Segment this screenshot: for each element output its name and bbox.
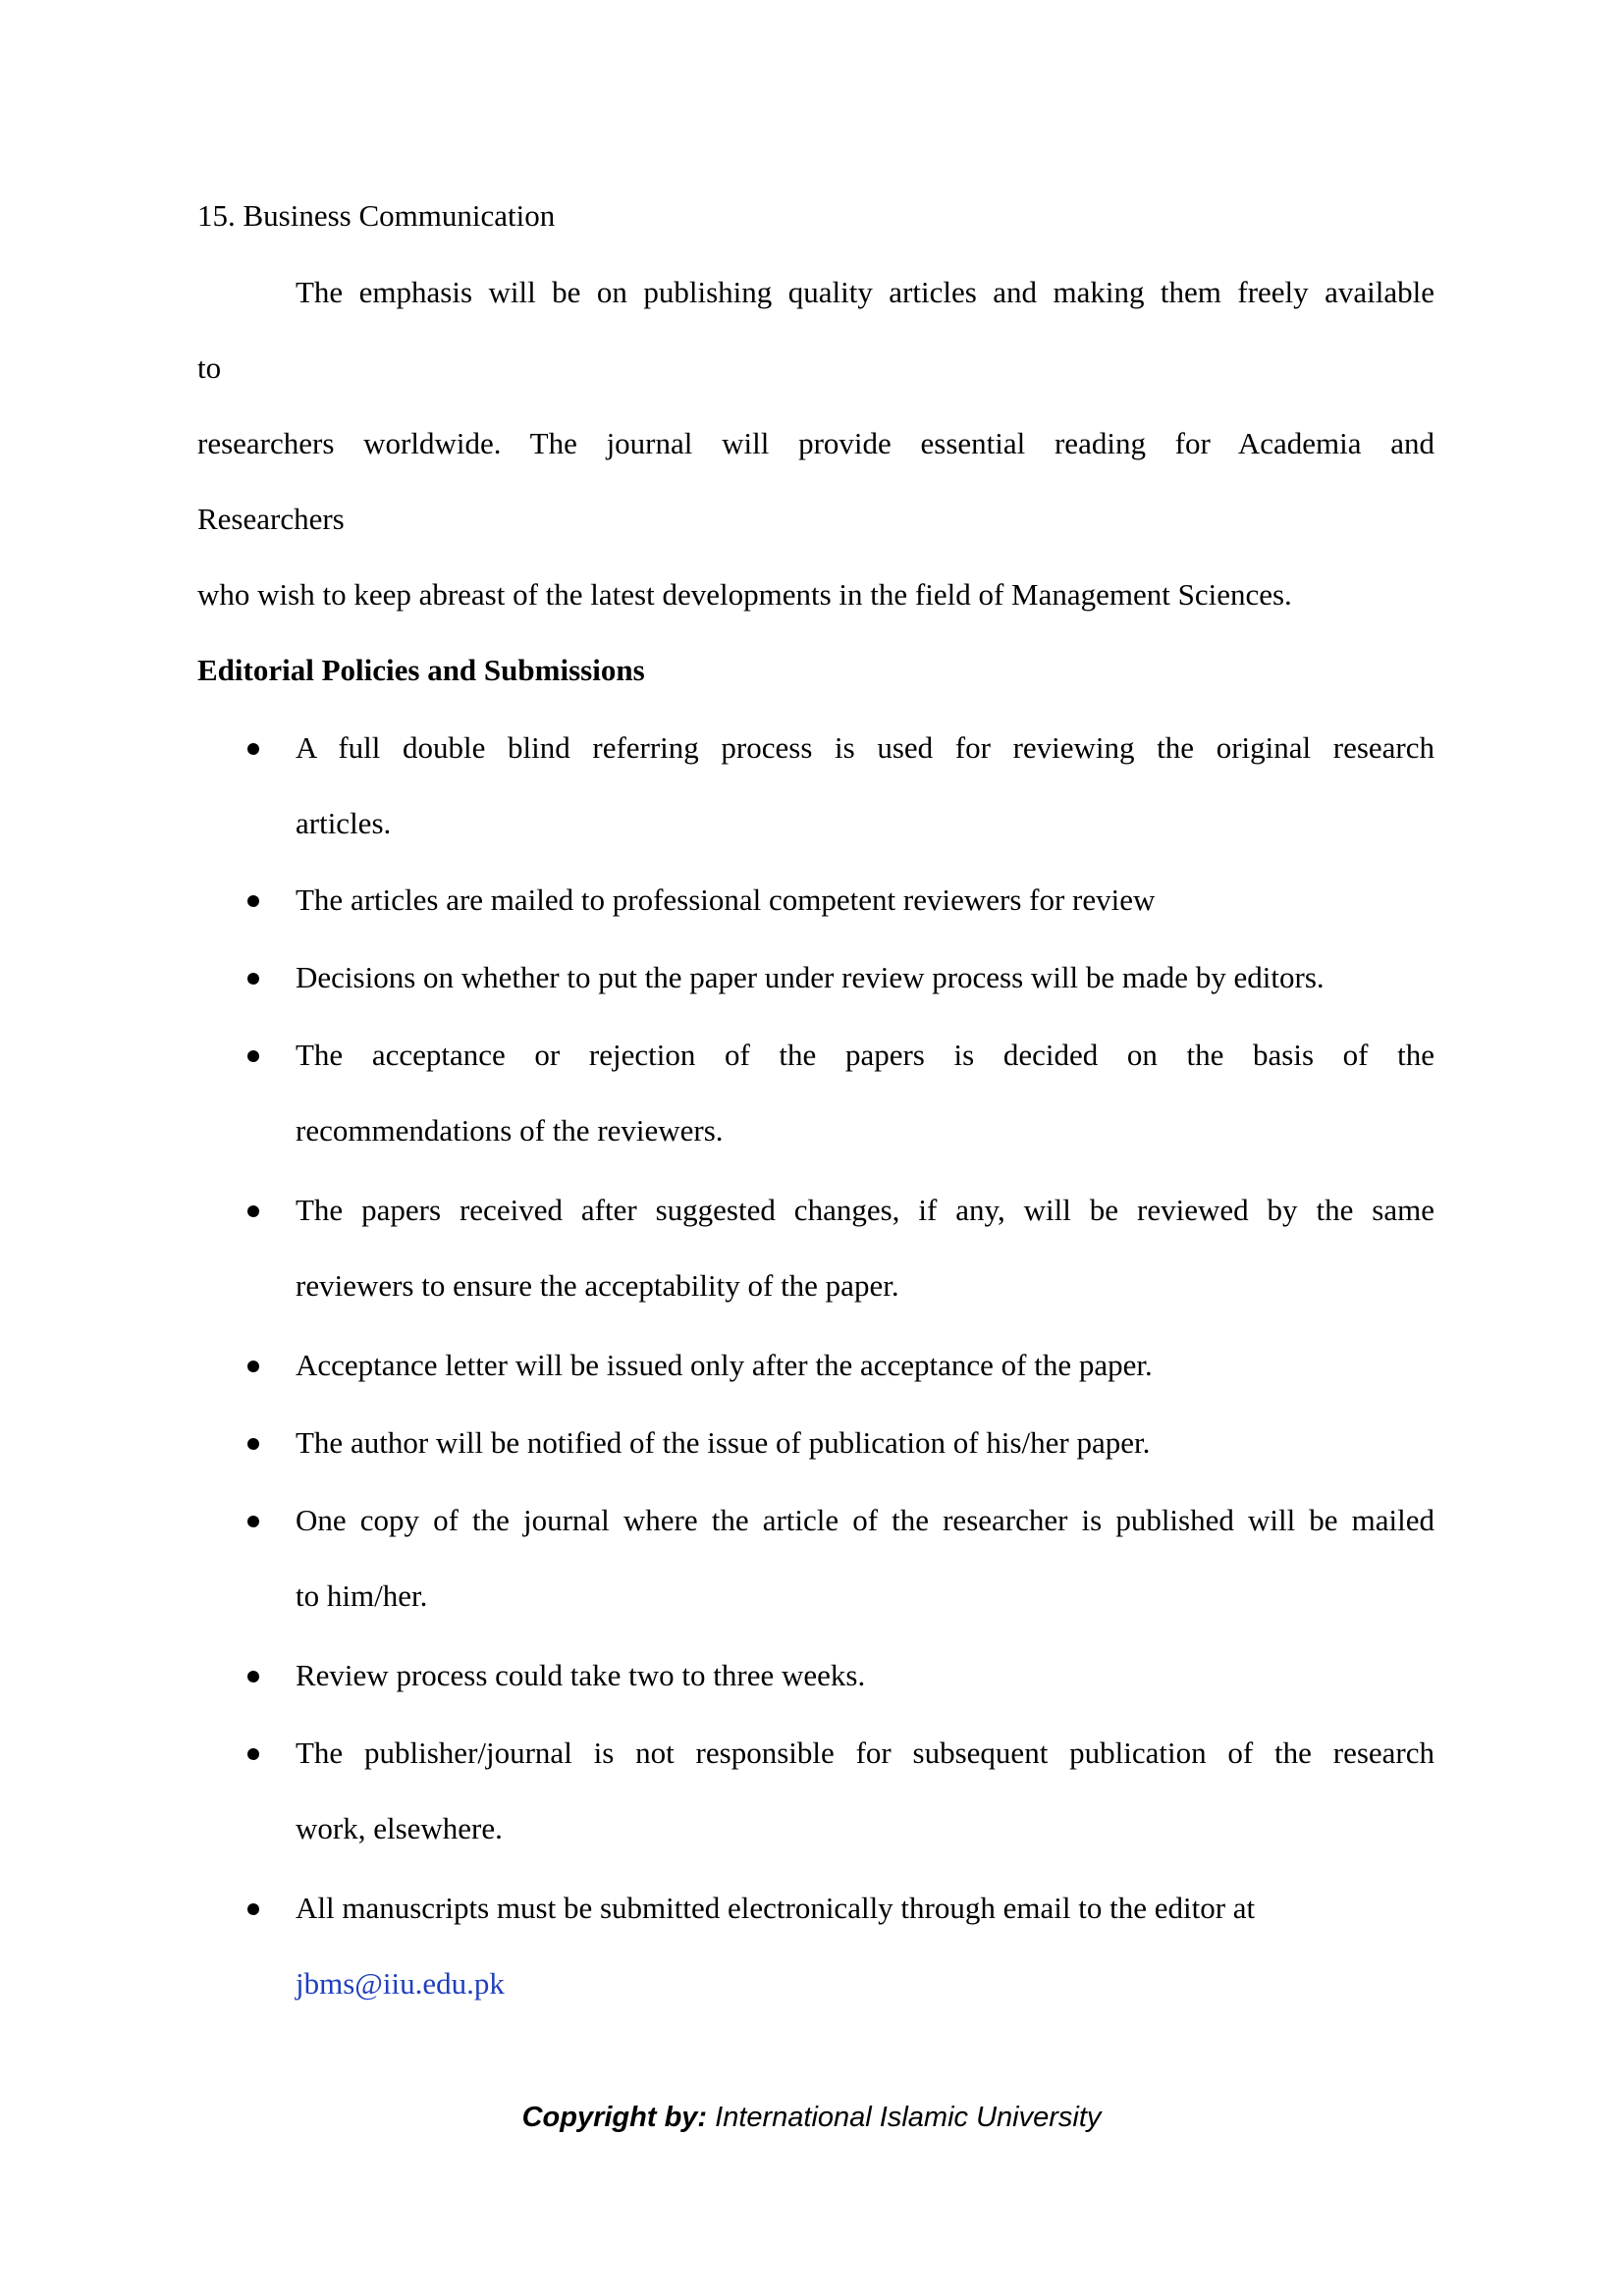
section-heading-business-communication: 15. Business Communication (197, 198, 556, 233)
intro-line-1: The emphasis will be on publishing quality articles and making them freely available (296, 275, 1434, 309)
bullet-icon (247, 1361, 259, 1372)
bullet-icon (247, 1438, 259, 1450)
bullet-icon (247, 895, 259, 907)
intro-line-3: researchers worldwide. The journal will provide essential reading for Academia and (197, 426, 1434, 460)
list-item: Acceptance letter will be issued only after the acceptance of the paper. (296, 1348, 1153, 1382)
bullet-icon (247, 1516, 259, 1527)
list-item: The articles are mailed to professional competent reviewers for review (296, 882, 1156, 917)
intro-line-4: Researchers (197, 502, 345, 536)
editor-email-link[interactable]: jbms@iiu.edu.pk (296, 1966, 505, 2001)
list-item: Decisions on whether to put the paper under review process will be made by editors. (296, 960, 1325, 994)
copyright-label: Copyright by: (521, 2102, 708, 2133)
list-item-continuation: recommendations of the reviewers. (296, 1113, 724, 1148)
list-item: The author will be notified of the issue of publication of his/her paper. (296, 1425, 1151, 1460)
list-item: All manuscripts must be submitted electronically through email to the editor at (296, 1891, 1256, 1925)
list-item-continuation: articles. (296, 806, 392, 840)
intro-line-2: to (197, 350, 222, 385)
bullet-icon (247, 1205, 259, 1217)
copyright-holder: International Islamic University (707, 2102, 1102, 2133)
bullet-icon (247, 743, 259, 755)
list-item: A full double blind referring process is used for reviewing the original research (296, 730, 1434, 765)
intro-line-5: who wish to keep abreast of the latest developments in the field of Management Sciences. (197, 577, 1292, 612)
list-item-continuation: to him/her. (296, 1578, 428, 1613)
list-item-continuation: reviewers to ensure the acceptability of the paper. (296, 1268, 899, 1303)
bullet-icon (247, 1748, 259, 1760)
list-item-continuation: work, elsewhere. (296, 1811, 503, 1845)
editor-email-line (296, 1966, 505, 2002)
copyright-footer (0, 2101, 1623, 2134)
bullet-icon (247, 1903, 259, 1915)
list-item: One copy of the journal where the article of the researcher is published will be mailed (296, 1503, 1434, 1537)
section-title-editorial-policies: Editorial Policies and Submissions (197, 653, 645, 687)
list-item: The acceptance or rejection of the papers is decided on the basis of the (296, 1038, 1434, 1072)
bullet-icon (247, 1671, 259, 1682)
list-item: The publisher/journal is not responsible for subsequent publication of the research (296, 1735, 1434, 1770)
list-item: Review process could take two to three weeks. (296, 1658, 866, 1692)
list-item: The papers received after suggested changes, if any, will be reviewed by the same (296, 1193, 1434, 1227)
bullet-icon (247, 1050, 259, 1062)
bullet-icon (247, 973, 259, 985)
